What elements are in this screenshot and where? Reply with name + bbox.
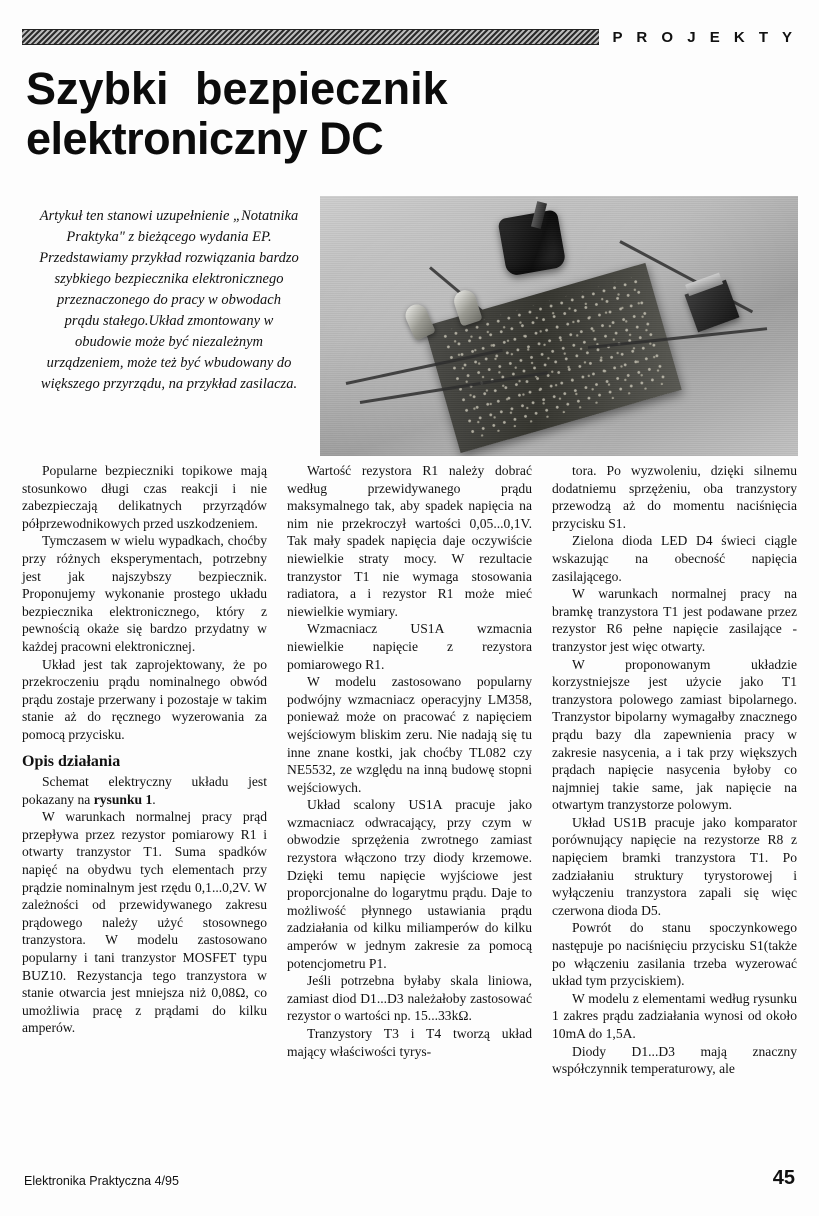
section-label: P R O J E K T Y — [612, 28, 797, 46]
article-paragraph: W warunkach normalnej pracy prąd przepływa przez rezystor pomiarowy R1 i otwarty tranzystor T1. Suma spadków napięć na obydwu tych elementach przy prądzie nominalnym jest rzędu 0,1...0,2V. W zależności od przewidywanego zakresu prądowego należy użyć stosownego tranzystora. W modelu zastosowano popularny i tani tranzystor MOSFET typu BUZ10. Rezystancja tego tranzystora w stanie otwarcia jest mniejsza niż 0,08Ω, co umożliwia pracę z prądami do kilku amperów. — [22, 809, 267, 1036]
section-heading: Opis działania — [22, 752, 121, 770]
article-paragraph: Tranzystory T3 i T4 tworzą układ mający właściwości tyrys- — [287, 1026, 532, 1059]
article-column-2 — [287, 462, 532, 1162]
page-title-line-1: Szybki bezpiecznik — [26, 63, 448, 114]
page-header — [22, 26, 797, 48]
page-title-line-2: elektroniczny DC — [26, 113, 384, 164]
article-paragraph: Powrót do stanu spoczynkowego następuje po naciśnięciu przycisku S1(także po włączeniu zasilania trzeba wyzerować układ tym przyciskiem). — [552, 920, 797, 989]
photo-wire — [429, 266, 523, 345]
photo-wire — [360, 371, 548, 404]
figure-reference: rysunku 1 — [93, 791, 153, 807]
footer-publication: Elektronika Praktyczna 4/95 — [24, 1174, 179, 1188]
footer-page-number: 45 — [772, 1167, 795, 1189]
photo-led-green — [451, 287, 482, 326]
article-paragraph: tora. Po wyzwoleniu, dzięki silnemu dodatniemu sprzężeniu, oba tranzystory przewodzą aż do momentu naciśnięcia przycisku S1. — [552, 463, 797, 531]
photo-wire — [588, 327, 767, 349]
article-paragraph: Jeśli potrzebna byłaby skala liniowa, zamiast diod D1...D3 należałoby zastosować rezystor o wartości np. 15...33kΩ. — [287, 973, 532, 1024]
article-paragraph: W modelu z elementami według rysunku 1 zakres prądu zadziałania wynosi od około 10mA do 1,5A. — [552, 990, 797, 1041]
article-paragraph: W warunkach normalnej pracy na bramkę tranzystora T1 jest podawane przez rezystor R6 pełne napięcie zasilające - tranzystor jest więc otwarty. — [552, 586, 797, 654]
product-photo — [320, 196, 798, 456]
article-paragraph: Zielona dioda LED D4 świeci ciągle wskazując na obecność napięcia zasilającego. — [552, 533, 797, 584]
photo-led-red — [402, 301, 436, 341]
photo-wire — [619, 240, 753, 313]
header-rule — [22, 29, 599, 45]
article-paragraph: Tymczasem w wielu wypadkach, choćby przy różnych eksperymentach, potrzebny jest jak najszybszy bezpiecznik. Proponujemy wykonanie prostego układu bezpiecznika elektronicznego, który z pewnością okaże się bardzo przydatny w każdej pracowni elektronicznej. — [22, 533, 267, 654]
article-paragraph: Wartość rezystora R1 należy dobrać według przewidywanego prądu maksymalnego tak, aby spadek napięcia na nim nie przekroczył wartości 0,05...0,1V. Tak mały spadek napięcia daje oczywiście niewielkie straty mocy. W rezultacie tranzystor T1 nie wymaga stosowania radiatora, a i rezystor R1 może mieć niewielkie wymiary. — [287, 463, 532, 619]
article-body — [22, 462, 798, 1162]
photo-potentiometer — [497, 209, 566, 277]
article-column-1 — [22, 462, 267, 1162]
photo-wire — [346, 349, 503, 385]
article-paragraph: Popularne bezpieczniki topikowe mają stosunkowo długi czas reakcji i nie zabezpieczają delikatnych przyrządów półprzewodnikowych przed uszkodzeniem. — [22, 463, 267, 531]
article-paragraph: W proponowanym układzie korzystniejsze jest użycie jako T1 tranzystora polowego zamiast bipolarnego. Tranzystor bipolarny wymagałby znacznego prądu bazy dla zapewnienia pracy w zakresie nasycenia, a i tak przy większych prądach napięcie nasycenia byłoby co najmniej takie same, jak napięcie na otwartym tranzystorze polowym. — [552, 656, 797, 813]
article-column-3 — [552, 462, 797, 1162]
article-paragraph: Diody D1...D3 mają znaczny współczynnik temperaturowy, ale — [552, 1043, 797, 1077]
article-paragraph: Schemat elektryczny układu jest pokazany na rysunku 1. — [22, 774, 267, 807]
photo-potentiometer-shaft — [531, 201, 547, 229]
photo-power-transistor — [684, 280, 739, 333]
article-paragraph: Układ jest tak zaprojektowany, że po przekroczeniu prądu nominalnego obwód prądu zostaje przerwany i pozostaje w takim stanie aż do ręcznego wyzerowania za pomocą przycisku. — [22, 656, 267, 742]
article-paragraph: W modelu zastosowano popularny podwójny wzmacniacz operacyjny LM358, ponieważ może on pracować z napięciem wejściowym bliskim zeru. Nie nadają się tu inne znane kostki, jak choćby TL082 czy NE5532, ze względu na inną budowę stopni wejściowych. — [287, 674, 532, 795]
lead-paragraph: Artykuł ten stanowi uzupełnienie „Notatnika Praktyka" z bieżącego wydania EP. Przedstawiamy przykład rozwiązania bardzo szybkiego bezpiecznika elektronicznego przeznaczonego do pracy w obwodach prądu stałego.Układ zmontowany w obudowie może być niezależnym urządzeniem, może też być wbudowany do większego przyrządu, na przykład zasilacza. — [39, 208, 299, 392]
article-paragraph: Wzmacniacz US1A wzmacnia niewielkie napięcie z rezystora pomiarowego R1. — [287, 621, 532, 672]
article-paragraph: Układ US1B pracuje jako komparator porównujący napięcie na rezystorze R8 z napięciem bramki tranzystora T1. Po zadziałaniu struktury tyrystorowej i wyłączeniu tranzystora zapali się więc czerwona dioda D5. — [552, 814, 797, 918]
page-title — [26, 64, 626, 164]
photo-circuit-board — [424, 263, 681, 453]
photo-board-holes — [439, 276, 668, 440]
article-paragraph: Układ scalony US1A pracuje jako wzmacniacz odwracający, przy czym w obwodzie sprzężenia zwrotnego zamiast rezystora włączono trzy diody krzemowe. Dzięki temu napięcie wyjściowe jest proporcjonalne do logarytmu prądu. Daje to możliwość płynnego ustawiania prądu zadziałania od kilku miliamperów do kilku amperów w jednym zakresie za pomocą potencjometru P1. — [287, 797, 532, 971]
